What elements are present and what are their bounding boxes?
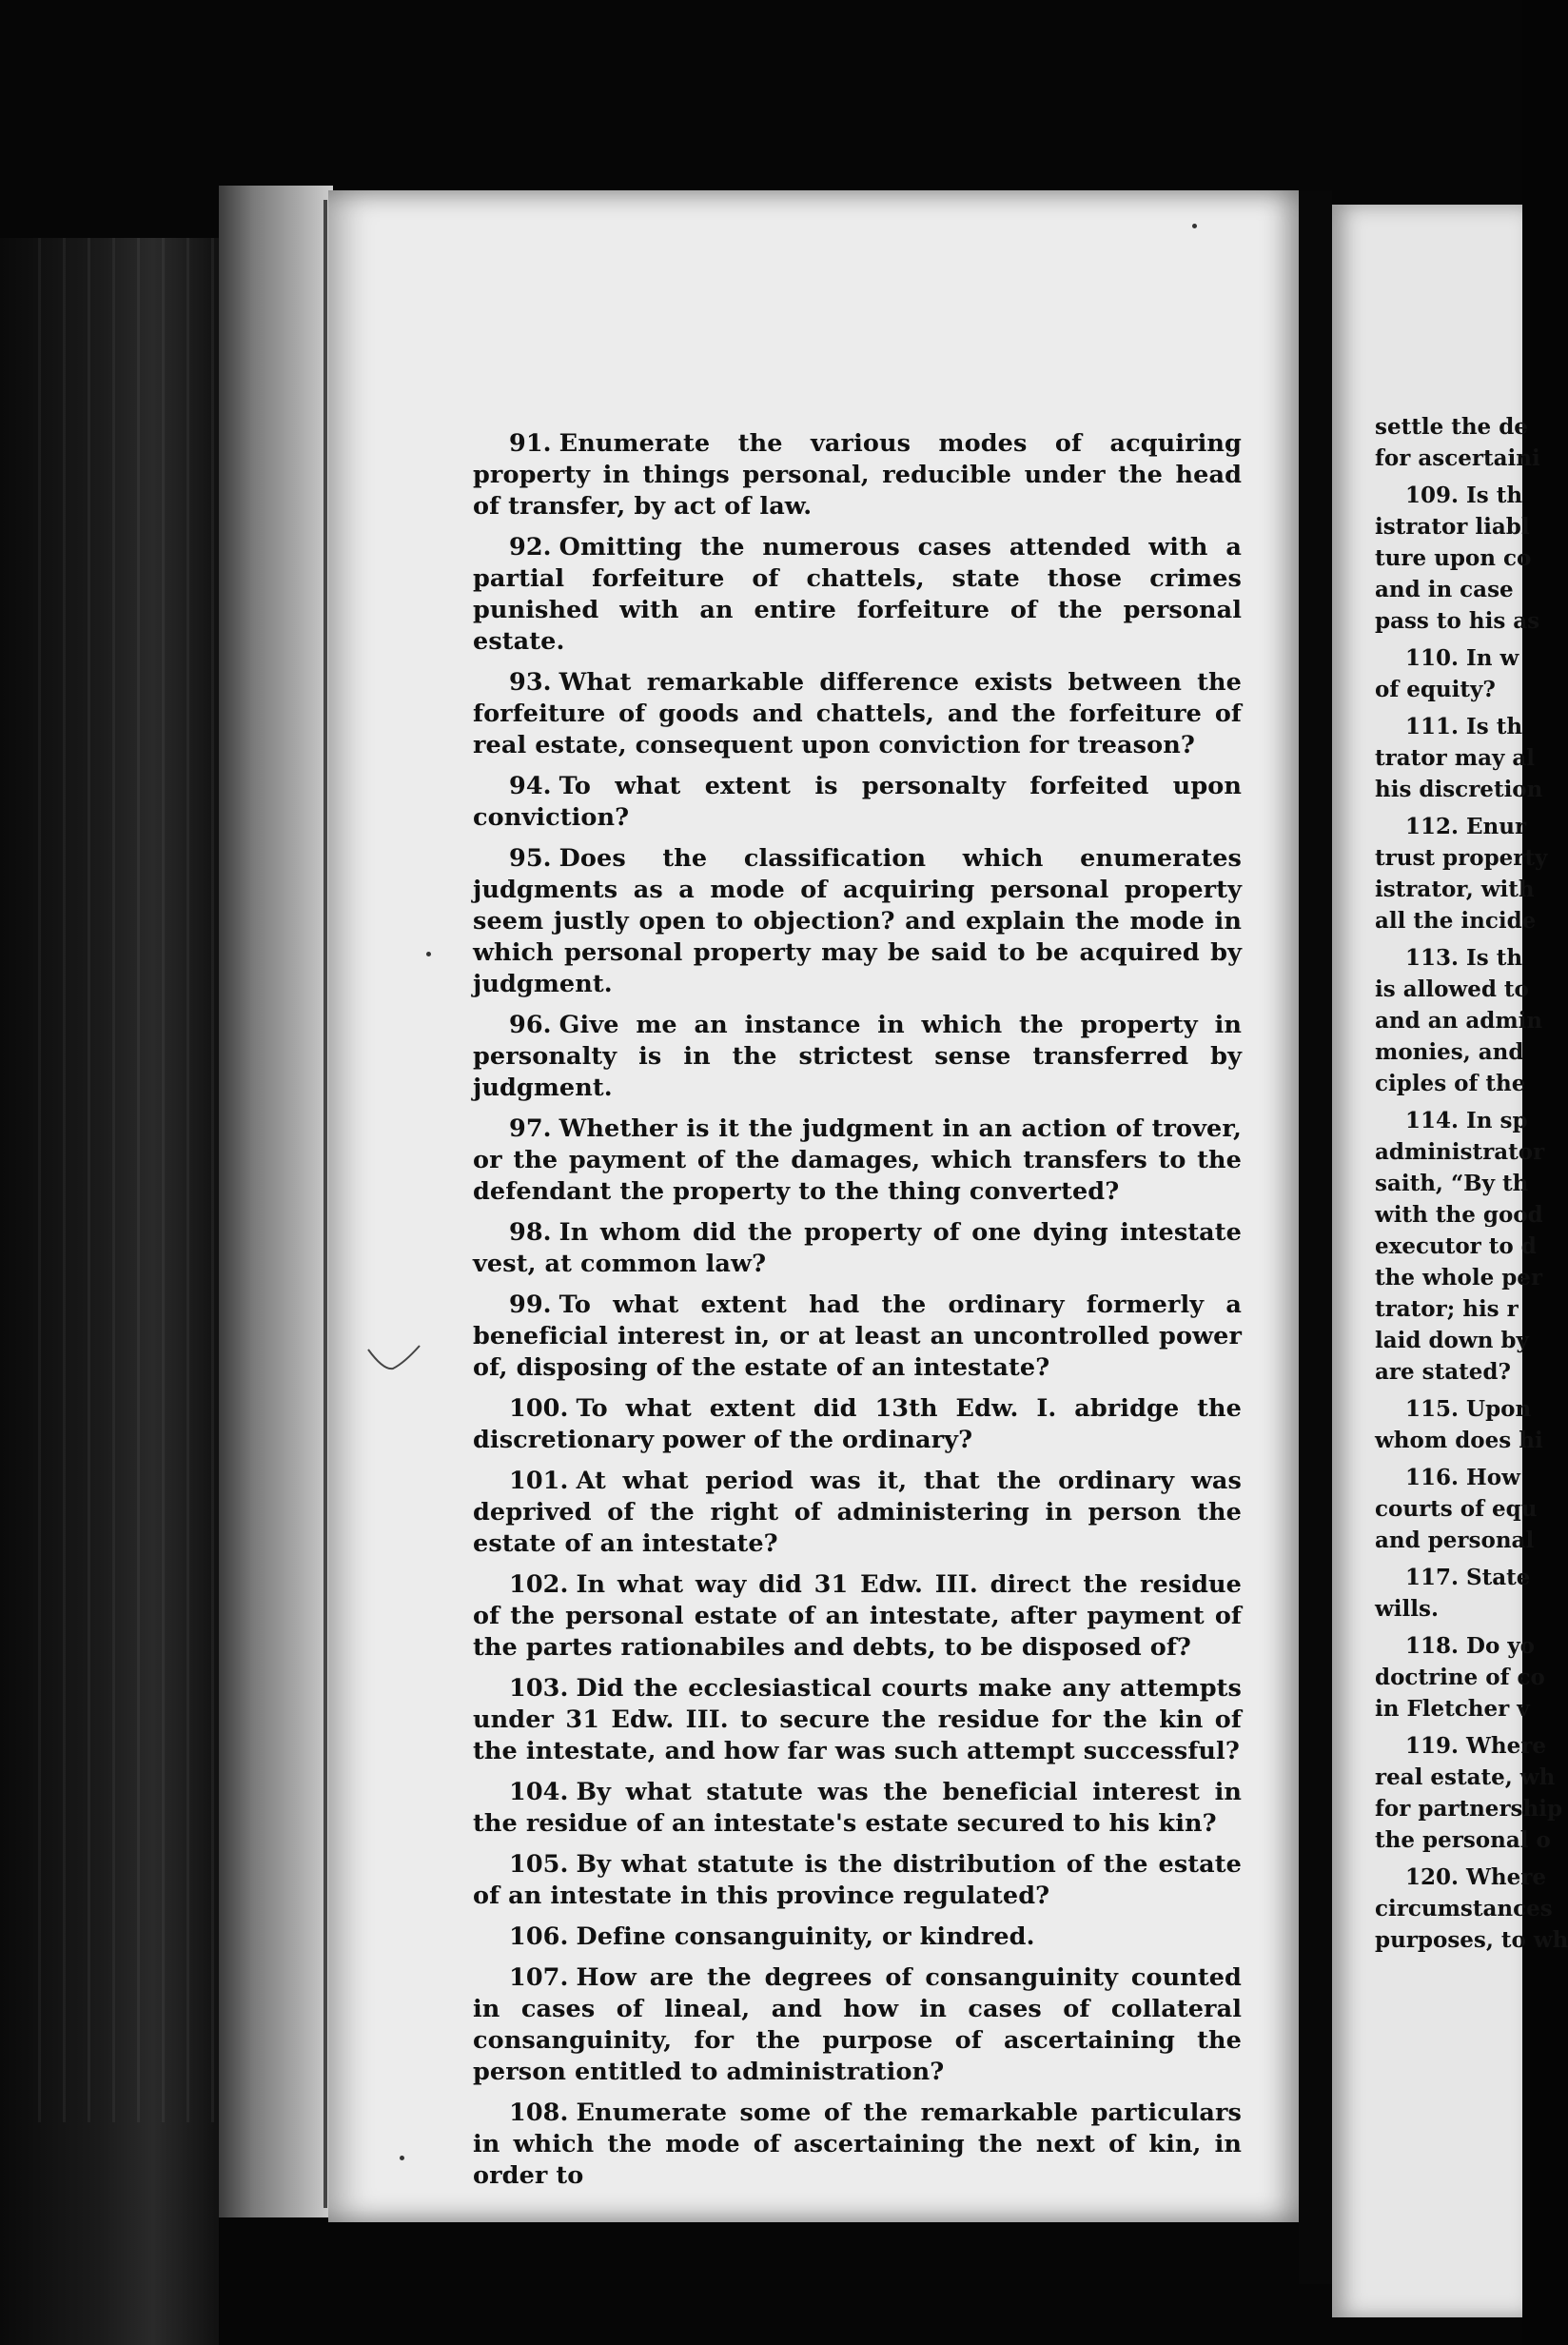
right-page-line: wills. xyxy=(1375,1596,1439,1622)
question-paragraph: 98. In whom did the property of one dying intestate vest, at common law? xyxy=(473,1218,1242,1278)
right-page-line: for ascertaini xyxy=(1375,445,1540,471)
binding-texture xyxy=(38,238,219,2122)
page-speck xyxy=(1192,224,1197,228)
right-page-line: 116. How xyxy=(1405,1465,1520,1490)
right-page-line: all the incide xyxy=(1375,908,1537,934)
right-page-line: 112. Enur xyxy=(1405,814,1527,839)
question-paragraph: 96. Give me an instance in which the property in personalty is in the strictest sense transferred by judgment. xyxy=(473,1011,1242,1102)
right-page-line: real estate, wh xyxy=(1375,1764,1556,1790)
right-page-line: trust property xyxy=(1375,845,1548,871)
right-page-line: and in case xyxy=(1375,577,1514,602)
right-page-line: and an admin xyxy=(1375,1008,1543,1034)
right-page-line: ture upon co xyxy=(1375,545,1532,571)
right-page-line: purposes, to wh xyxy=(1375,1927,1568,1953)
right-page-line: 120. Where xyxy=(1405,1864,1546,1890)
right-page-line: the personal o xyxy=(1375,1827,1551,1853)
question-paragraph: 106. Define consanguinity, or kindred. xyxy=(509,1922,1035,1951)
right-page-line: pass to his as xyxy=(1375,608,1540,634)
right-page-line: for partnership xyxy=(1375,1796,1563,1822)
question-paragraph: 99. To what extent had the ordinary formerly a beneficial interest in, or at least an uncontrolled power of, disposing of the estate of an intestate? xyxy=(473,1291,1242,1382)
right-page-line: circumstances xyxy=(1375,1896,1553,1921)
gutter-line xyxy=(323,200,327,2208)
right-page-line: istrator liabl xyxy=(1375,514,1530,540)
right-page-text xyxy=(1375,411,1568,1956)
right-page-line: doctrine of co xyxy=(1375,1665,1545,1690)
right-page-line: his discretion xyxy=(1375,777,1543,802)
right-page-line: is allowed to xyxy=(1375,976,1529,1002)
right-page-line: saith, “By th xyxy=(1375,1171,1529,1196)
right-page-line: with the good xyxy=(1375,1202,1543,1228)
question-paragraph: 105. By what statute is the distribution of the estate of an intestate in this province regulated? xyxy=(473,1850,1242,1910)
page-speck xyxy=(426,952,431,956)
right-page-line: 119. Where xyxy=(1405,1733,1546,1759)
question-paragraph: 95. Does the classification which enumerates judgments as a mode of acquiring personal property seem justly open to objection? and explain the mode in which personal property may be said to be acquired by judgment. xyxy=(473,844,1242,998)
page-gap xyxy=(1299,190,1332,2284)
page-stack-edge xyxy=(219,186,333,2217)
right-page-line: executor to d xyxy=(1375,1233,1537,1259)
question-paragraph: 102. In what way did 31 Edw. III. direct the residue of the personal estate of an intestate, after payment of the partes rationabiles and debts, to be disposed of? xyxy=(473,1570,1242,1662)
right-page-line: 110. In w xyxy=(1405,645,1519,671)
right-page-line: in Fletcher v xyxy=(1375,1696,1530,1722)
question-paragraph: 94. To what extent is personalty forfeited upon conviction? xyxy=(473,772,1242,832)
question-paragraph: 103. Did the ecclesiastical courts make any attempts under 31 Edw. III. to secure the residue for the kin of the intestate, and how far was such attempt successful? xyxy=(473,1674,1242,1765)
right-page-line: 111. Is th xyxy=(1405,714,1523,739)
right-page-line: and personal xyxy=(1375,1527,1535,1553)
right-page-line: administrator xyxy=(1375,1139,1545,1165)
question-paragraph: 92. Omitting the numerous cases attended with a partial forfeiture of chattels, state those crimes punished with an entire forfeiture of the personal estate. xyxy=(473,533,1242,656)
right-page-line: trator may al xyxy=(1375,745,1535,771)
right-page-line: the whole per xyxy=(1375,1265,1543,1291)
question-paragraph: 93. What remarkable difference exists between the forfeiture of goods and chattels, and the forfeiture of real estate, consequent upon conviction for treason? xyxy=(473,668,1242,759)
right-page-line: 117. State xyxy=(1405,1565,1531,1590)
right-page-line: settle the de xyxy=(1375,414,1528,440)
page-speck xyxy=(400,2156,404,2160)
question-paragraph: 97. Whether is it the judgment in an action of trover, or the payment of the damages, which transfers to the defendant the property to the thing converted? xyxy=(473,1114,1242,1206)
question-paragraph: 104. By what statute was the beneficial interest in the residue of an intestate's estate secured to his kin? xyxy=(473,1778,1242,1838)
right-page-line: 109. Is th xyxy=(1405,483,1523,508)
question-paragraph: 107. How are the degrees of consanguinity counted in cases of lineal, and how in cases of collateral consanguinity, for the purpose of ascertaining the person entitled to administration? xyxy=(473,1963,1242,2086)
right-page-line: are stated? xyxy=(1375,1359,1511,1385)
right-page-line: 113. Is th xyxy=(1405,945,1523,971)
right-page-line: of equity? xyxy=(1375,677,1496,702)
right-page-line: monies, and xyxy=(1375,1039,1524,1065)
right-page-line: istrator, with xyxy=(1375,877,1535,902)
right-page-line: whom does hi xyxy=(1375,1428,1543,1453)
right-page-line: laid down by xyxy=(1375,1328,1529,1353)
pencil-check-mark xyxy=(366,1342,423,1380)
right-page-line: ciples of the xyxy=(1375,1071,1526,1096)
right-page-line: 118. Do yo xyxy=(1405,1633,1536,1659)
question-paragraph: 101. At what period was it, that the ordinary was deprived of the right of administering in person the estate of an intestate? xyxy=(473,1467,1242,1558)
question-paragraph: 91. Enumerate the various modes of acquiring property in things personal, reducible under the head of transfer, by act of law. xyxy=(473,429,1242,521)
right-page-line: 115. Upon xyxy=(1405,1396,1532,1422)
question-paragraph: 100. To what extent did 13th Edw. I. abridge the discretionary power of the ordinary? xyxy=(473,1394,1242,1454)
left-page-text xyxy=(473,428,1242,2201)
question-paragraph: 108. Enumerate some of the remarkable particulars in which the mode of ascertaining the next of kin, in order to xyxy=(473,2099,1242,2190)
right-page-line: trator; his r xyxy=(1375,1296,1519,1322)
right-page-line: 114. In sp xyxy=(1405,1108,1528,1133)
right-page-line: courts of equ xyxy=(1375,1496,1538,1522)
